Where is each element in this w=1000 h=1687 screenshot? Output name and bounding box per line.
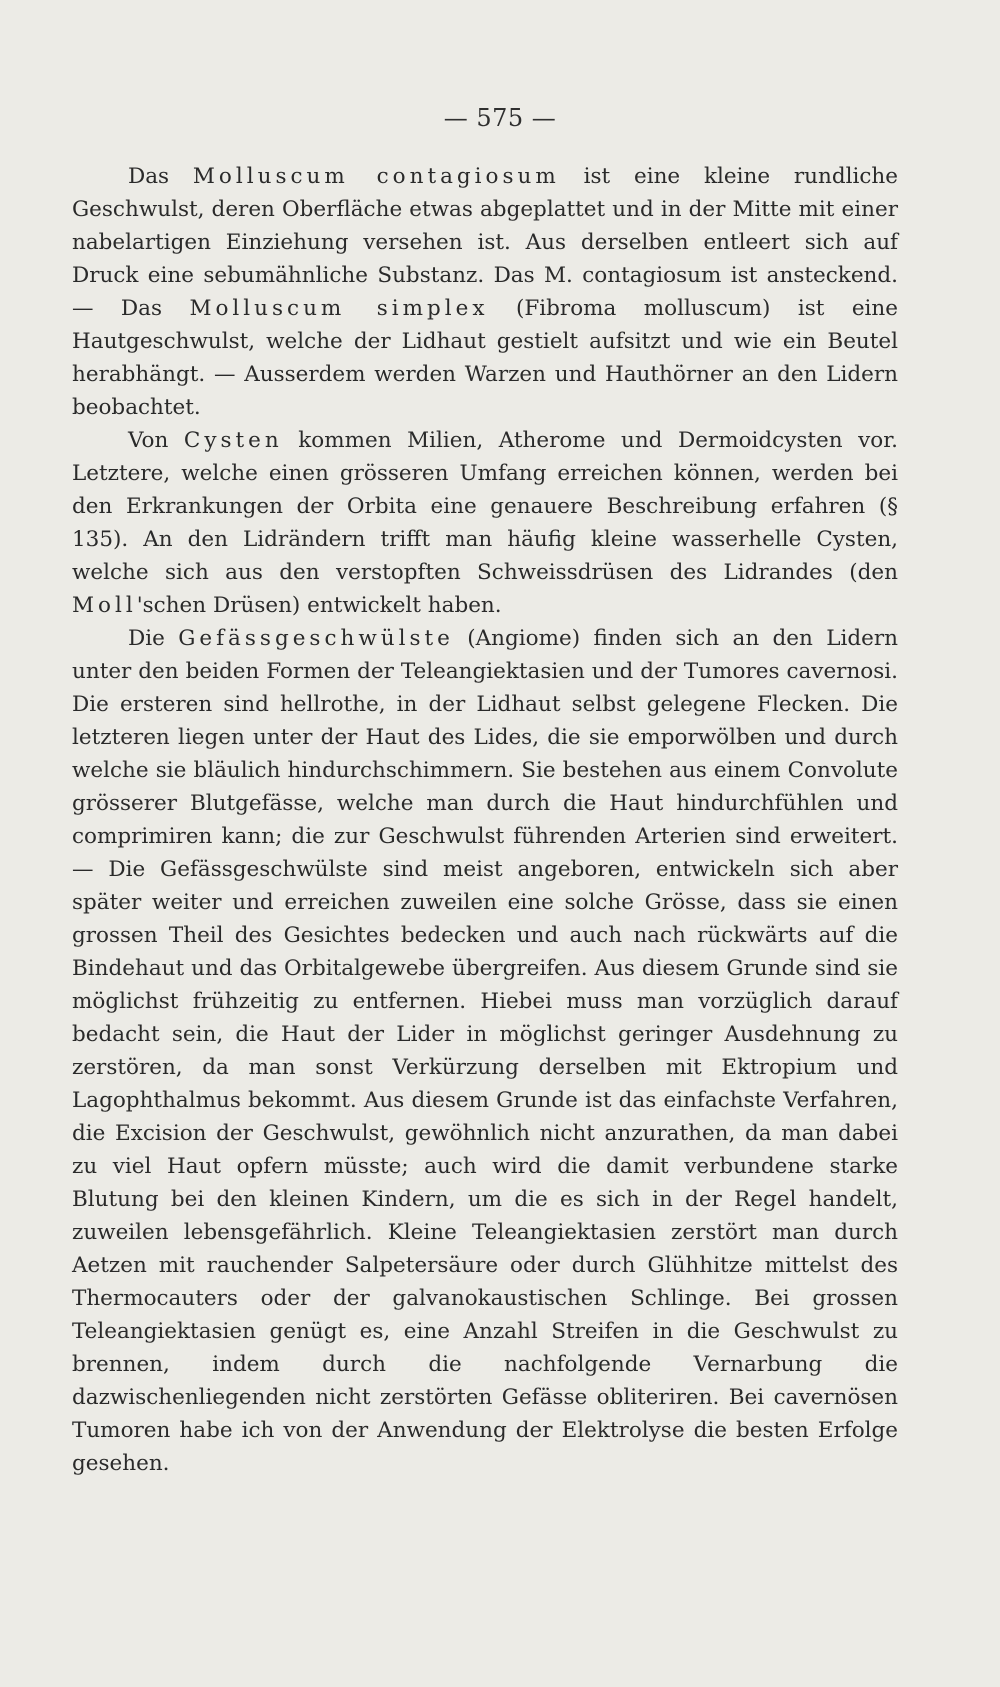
- paragraph-gefaessgeschwuelste: [72, 622, 898, 1480]
- spaced-term-cysten: Cysten: [183, 428, 283, 453]
- paragraph-text: (Angiome) finden sich an den Lidern unter den beiden Formen der Teleangiektasien und der Tumores cavernosi. Die ersteren sind hellrothe, in der Lidhaut selbst gelegene Flecken. Die letzteren liegen unter der Haut des Lides, die sie emporwölben und durch welche sie bläulich hindurchschimmern. Sie bestehen aus einem Convolute grösserer Blutgefässe, welche man durch die Haut hindurchfühlen und comprimiren kann; die zur Geschwulst führenden Arterien sind erweitert. — Die Gefässgeschwülste sind meist angeboren, entwickeln sich aber später weiter und erreichen zuweilen eine solche Grösse, dass sie einen grossen Theil des Gesichtes bedecken und auch nach rückwärts auf die Bindehaut und das Orbitalgewebe übergreifen. Aus diesem Grunde sind sie möglichst frühzeitig zu entfernen. Hiebei muss man vorzüglich darauf bedacht sein, die Haut der Lider in möglichst geringer Ausdehnung zu zerstören, da man sonst Verkürzung derselben mit Ektropium und Lagophthalmus bekommt. Aus diesem Grunde ist das einfachste Verfahren, die Excision der Geschwulst, gewöhnlich nicht anzurathen, da man dabei zu viel Haut opfern müsste; auch wird die damit verbundene starke Blutung bei den kleinen Kindern, um die es sich in der Regel handelt, zuweilen lebensgefährlich. Kleine Teleangiektasien zerstört man durch Aetzen mit rauchender Salpetersäure oder durch Glühhitze mittelst des Thermocauters oder der galvanokaustischen Schlinge. Bei grossen Teleangiektasien genügt es, eine Anzahl Streifen in die Geschwulst zu brennen, indem durch die nachfolgende Vernarbung die dazwischenliegenden nicht zerstörten Gefässe obliteriren. Bei cavernösen Tumoren habe ich von der Anwendung der Elektrolyse die besten Erfolge gesehen.: [72, 626, 898, 1476]
- page-number: — 575 —: [443, 104, 557, 132]
- paragraph-text: ist eine kleine rundliche Geschwulst, deren Oberfläche etwas abgeplattet und in der Mitte mit einer nabelartigen Einziehung versehen ist. Aus derselben entleert sich auf Druck eine sebumähnliche Substanz. Das M. contagiosum ist ansteckend. — Das: [72, 164, 898, 321]
- paragraph-cysten: [72, 424, 898, 622]
- body-text: [72, 160, 898, 1480]
- spaced-term-molluscum-contagiosum: Molluscum contagiosum: [192, 164, 560, 189]
- spaced-term-molluscum-simplex: Molluscum simplex: [189, 296, 489, 321]
- paragraph-molluscum: [72, 160, 898, 424]
- paragraph-text-continued: 'schen Drüsen) entwickelt haben.: [136, 593, 502, 618]
- paragraph-text-continued: (Fibroma molluscum) ist eine Hautgeschwulst, welche der Lidhaut gestielt aufsitzt und wie ein Beutel herabhängt. — Ausserdem werden Warzen und Hauthörner an den Lidern beobachtet.: [72, 296, 898, 420]
- spaced-term-gefaessgeschwuelste: Gefässgeschwülste: [178, 626, 454, 651]
- spaced-term-moll: Moll: [72, 593, 137, 618]
- paragraph-lead: Von: [128, 428, 184, 453]
- paragraph-lead: Die: [128, 626, 179, 651]
- paragraph-text: kommen Milien, Atherome und Dermoidcysten vor. Letztere, welche einen grösseren Umfang erreichen können, werden bei den Erkrankungen der Orbita eine genauere Beschreibung erfahren (§ 135). An den Lidrändern trifft man häufig kleine wasserhelle Cysten, welche sich aus den verstopften Schweissdrüsen des Lidrandes (den: [72, 428, 898, 585]
- paragraph-lead: Das: [128, 164, 193, 189]
